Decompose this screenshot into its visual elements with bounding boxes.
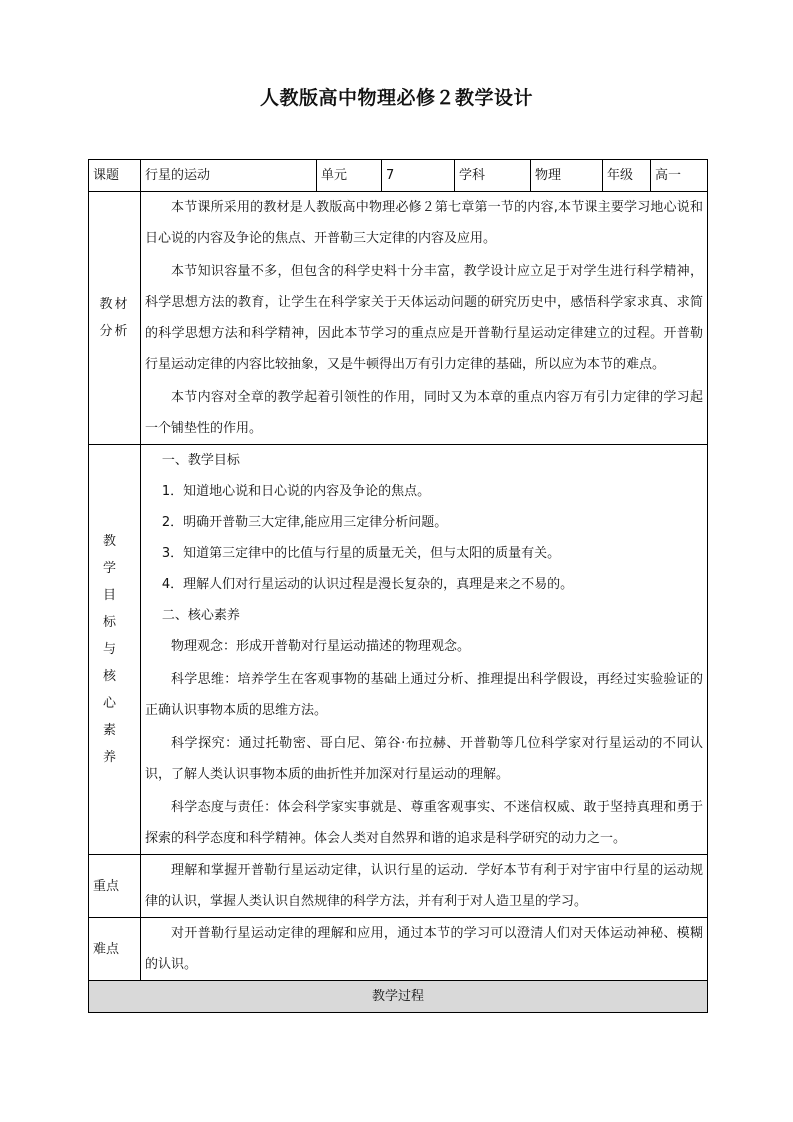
- objective-item: 3．知道第三定律中的比值与行星的质量无关，但与太阳的质量有关。: [161, 546, 561, 561]
- textbook-analysis-label-text: 教材分析: [99, 297, 130, 339]
- difficulties-row: [89, 918, 708, 981]
- unit-label: 单元: [317, 160, 382, 192]
- objective-item: 4．理解人们对行星运动的认识过程是漫长复杂的，真理是来之不易的。: [161, 577, 574, 592]
- objectives-row: [89, 445, 708, 855]
- textbook-analysis-content: [141, 192, 708, 445]
- grade-value: 高一: [651, 160, 708, 192]
- literacy-item: 科学态度与责任：体会科学家实事就是、尊重客观事实、不迷信权威、敢于坚持真理和勇于探索的科学态度和科学精神。体会人类对自然界和谐的追求是科学研究的动力之一。: [145, 800, 703, 846]
- objectives-label: [89, 445, 141, 855]
- analysis-paragraph: 本节课所采用的教材是人教版高中物理必修２第七章第一节的内容,本节课主要学习地心说和日心说的内容及争论的焦点、开普勒三大定律的内容及应用。: [145, 200, 703, 246]
- topic-label: 课题: [89, 160, 141, 192]
- objectives-content: [141, 445, 708, 855]
- difficulties-label: 难点: [89, 918, 141, 981]
- topic-value: 行星的运动: [141, 160, 317, 192]
- page-title: 人教版高中物理必修２教学设计: [259, 87, 533, 109]
- subject-label: 学科: [455, 160, 531, 192]
- difficulties-content: [141, 918, 708, 981]
- literacy-item: 物理观念：形成开普勒对行星运动描述的物理观念。: [171, 639, 471, 654]
- key-points-row: [89, 855, 708, 918]
- process-row: [89, 981, 708, 1013]
- objectives-label-text: 教学目标与核心素养: [102, 534, 126, 765]
- literacy-heading: 二、核心素养: [161, 608, 240, 623]
- lesson-plan-table: [88, 159, 708, 1013]
- literacy-item: 科学探究：通过托勒密、哥白尼、第谷·布拉赫、开普勒等几位科学家对行星运动的不同认识，了解人类认识事物本质的曲折性并加深对行星运动的理解。: [145, 736, 703, 782]
- textbook-analysis-label: [89, 192, 141, 445]
- difficulties-text: 对开普勒行星运动定律的理解和应用，通过本节的学习可以澄清人们对天体运动神秘、模糊的认识。: [145, 926, 703, 972]
- objective-item: 2．明确开普勒三大定律,能应用三定律分析问题。: [161, 515, 448, 530]
- process-label: 教学过程: [89, 981, 708, 1013]
- analysis-paragraph: 本节内容对全章的教学起着引领性的作用，同时又为本章的重点内容万有引力定律的学习起一个铺垫性的作用。: [145, 390, 703, 436]
- objectives-heading: 一、教学目标: [161, 453, 240, 468]
- key-points-text: 理解和掌握开普勒行星运动定律，认识行星的运动．学好本节有利于对宇宙中行星的运动规律的认识，掌握人类认识自然规律的科学方法，并有利于对人造卫星的学习。: [145, 863, 703, 909]
- subject-value: 物理: [531, 160, 603, 192]
- key-points-content: [141, 855, 708, 918]
- unit-value: 7: [382, 160, 455, 192]
- key-points-label: 重点: [89, 855, 141, 918]
- grade-label: 年级: [603, 160, 651, 192]
- header-row: [89, 160, 708, 192]
- objective-item: 1．知道地心说和日心说的内容及争论的焦点。: [161, 484, 431, 499]
- literacy-item: 科学思维：培养学生在客观事物的基础上通过分析、推理提出科学假设，再经过实验验证的正确认识事物本质的思维方法。: [145, 672, 703, 718]
- analysis-paragraph: 本节知识容量不多，但包含的科学史料十分丰富，教学设计应立足于对学生进行科学精神，科学思想方法的教育，让学生在科学家关于天体运动问题的研究历史中，感悟科学家求真、求简的科学思想方法和科学精神，因此本节学习的重点应是开普勒行星运动定律建立的过程。开普勒行星运动定律的内容比较抽象，又是牛顿得出万有引力定律的基础，所以应为本节的难点。: [145, 264, 703, 372]
- textbook-analysis-row: [89, 192, 708, 445]
